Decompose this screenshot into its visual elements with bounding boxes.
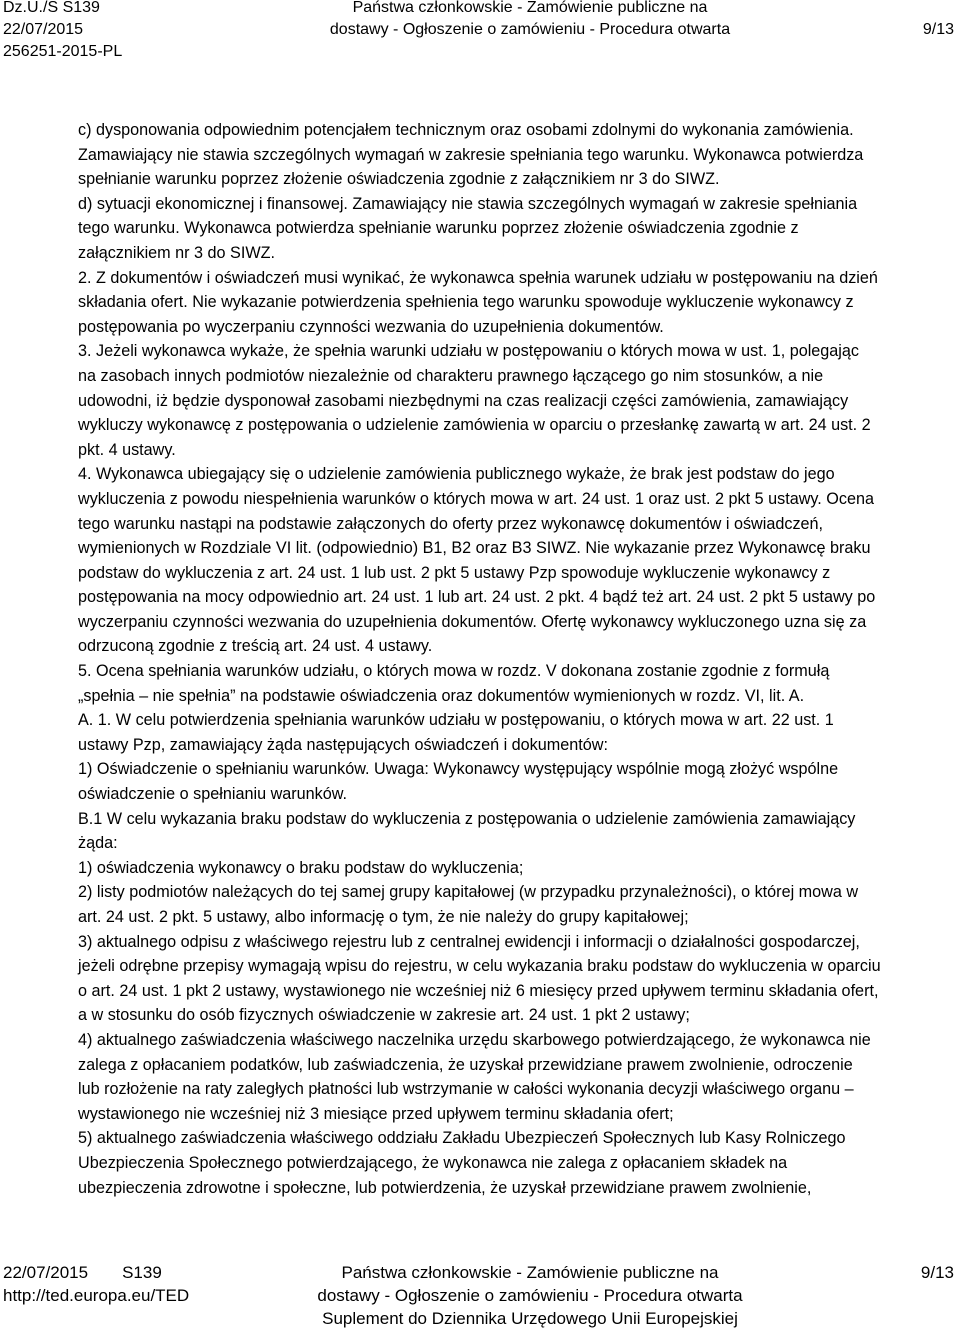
text-line: 1) Oświadczenie o spełnianiu warunków. Uwaga: Wykonawcy występujący wspólnie mogą złożyć wspólne [78, 760, 839, 779]
text-line: a w stosunku do osób fizycznych oświadczenie w zakresie art. 24 ust. 1 pkt 2 ustawy; [78, 1006, 690, 1025]
header-title [300, 0, 760, 41]
text-line: wymienionych w Rozdziale VI lit. (odpowiednio) B1, B2 oraz B3 SIWZ. Nie wykazanie przez Wykonawcę braku [78, 539, 871, 558]
text-line: 2. Z dokumentów i oświadczeń musi wynikać, że wykonawca spełnia warunek udziału w postępowaniu na dzień [78, 268, 878, 287]
footer-supplement: Suplement do Dziennika Urzędowego Unii Europejskiej [322, 1309, 738, 1328]
footer-date: 22/07/2015 [3, 1263, 89, 1282]
text-line: 3. Jeżeli wykonawca wykaże, że spełnia warunki udziału w postępowaniu o których mowa w ust. 1, polegając [78, 342, 859, 361]
text-line: oświadczenie o spełnianiu warunków. [78, 785, 348, 804]
text-line: tego warunku. Wykonawca potwierdza spełnianie warunku poprzez złożenie oświadczenia zgodnie z [78, 219, 799, 238]
text-line: „spełnia – nie spełnia” na podstawie oświadczenia oraz dokumentów wymienionych w rozdz. VI, lit. A. [78, 686, 805, 705]
text-line: pkt. 4 ustawy. [78, 440, 176, 459]
text-line: 2) listy podmiotów należących do tej samej grupy kapitałowej (w przypadku przynależności), o której mowa w [78, 883, 859, 902]
text-line: załącznikiem nr 3 do SIWZ. [78, 243, 276, 262]
text-line: postępowania na mocy odpowiednio art. 24 ust. 1 lub art. 24 ust. 2 pkt. 4 bądź też art. 24 ust. 2 pkt 5 ustawy po [78, 588, 876, 607]
page-footer [0, 1261, 960, 1334]
text-line: na zasobach innych podmiotów niezależnie od charakteru prawnego łączącego go nim stosunków, a nie [78, 366, 824, 385]
text-line: ustawy Pzp, zamawiający żąda następujących oświadczeń i dokumentów: [78, 735, 608, 754]
text-line: wykluczenia z powodu niespełnienia warunków o których mowa w art. 24 ust. 1 oraz ust. 2 pkt 5 ustawy. Ocena [78, 489, 874, 508]
header-notice-number: 256251-2015-PL [3, 43, 123, 60]
footer-reference [3, 1261, 189, 1307]
text-line: 5) aktualnego zaświadczenia właściwego oddziału Zakładu Ubezpieczeń Społecznych lub Kasy Rolniczego [78, 1129, 846, 1148]
text-line: spełnianie warunku poprzez złożenie oświadczenia zgodnie z załącznikiem nr 3 do SIWZ. [78, 170, 720, 189]
footer-title [300, 1261, 760, 1330]
text-line: lub rozłożenie na raty zaległych płatności lub wstrzymanie w całości wykonania decyzji właściwego organu – [78, 1080, 854, 1099]
header-reference [3, 0, 122, 63]
text-line: ubezpieczenia zdrowotne i społeczne, lub potwierdzenia, że uzyskał przewidziane prawem zwolnienie, [78, 1178, 812, 1197]
text-line: B.1 W celu wykazania braku podstaw do wykluczenia z postępowania o udzielenie zamówienia zamawiający [78, 809, 856, 828]
text-line: o art. 24 ust. 1 pkt 2 ustawy, wystawionego nie wcześniej niż 6 miesięcy przed upływem terminu składania ofert, [78, 981, 879, 1000]
text-line: tego warunku nastąpi na podstawie załączonych do oferty przez wykonawcę dokumentów i oświadczeń, [78, 514, 824, 533]
text-line: składania ofert. Nie wykazanie potwierdzenia spełnienia tego warunku spowoduje wykluczenie wykonawcy z [78, 293, 854, 312]
document-body [78, 118, 960, 1200]
text-line: postępowania po wyczerpaniu czynności wezwania do uzupełnienia dokumentów. [78, 317, 664, 336]
header-journal-ref: Dz.U./S S139 [3, 0, 100, 16]
text-line: zalega z opłacaniem podatków, lub zaświadczenia, że uzyskał przewidziane prawem zwolnienie, odroczenie [78, 1055, 853, 1074]
footer-title-line-2: dostawy - Ogłoszenie o zamówieniu - Procedura otwarta [317, 1286, 743, 1305]
text-line: żąda: [78, 834, 118, 853]
text-line: udowodni, iż będzie dysponował zasobami niezbędnymi na czas realizacji części zamówienia, zamawiający [78, 391, 849, 410]
text-line: wykluczy wykonawcę z postępowania o udzielenie zamówienia w oparciu o przesłankę zawartą w art. 24 ust. 2 [78, 416, 871, 435]
text-line: c) dysponowania odpowiednim potencjałem technicznym oraz osobami zdolnymi do wykonania zamówienia. [78, 121, 854, 139]
footer-url: http://ted.europa.eu/TED [3, 1286, 190, 1305]
text-line: 4) aktualnego zaświadczenia właściwego naczelnika urzędu skarbowego potwierdzającego, że wykonawca nie [78, 1030, 871, 1049]
header-title-line-1: Państwa członkowskie - Zamówienie publiczne na [352, 0, 708, 16]
text-line: d) sytuacji ekonomicznej i finansowej. Zamawiający nie stawia szczególnych wymagań w zakresie spełniania [78, 194, 858, 213]
header-date: 22/07/2015 [3, 21, 84, 38]
text-line: odrzuconą zgodnie z treścią art. 24 ust. 4 ustawy. [78, 637, 433, 656]
text-line: Ubezpieczenia Społecznego potwierdzającego, że wykonawca nie zalega z opłacaniem składek na [78, 1153, 788, 1172]
text-line: jeżeli odrębne przepisy wymagają wpisu do rejestru, w celu wykazania braku podstaw do wykluczenia w oparciu [78, 957, 881, 976]
header-title-line-2: dostawy - Ogłoszenie o zamówieniu - Procedura otwarta [329, 21, 731, 38]
footer-page-number: 9/13 [920, 1263, 954, 1282]
text-line: Zamawiający nie stawia szczególnych wymagań w zakresie spełniania tego warunku. Wykonawca potwierdza [78, 145, 864, 164]
text-line: 5. Ocena spełniania warunków udziału, o których mowa w rozdz. V dokonana zostanie zgodnie z formułą [78, 662, 830, 681]
text-line: podstaw do wykluczenia z art. 24 ust. 1 lub ust. 2 pkt 5 ustawy Pzp spowoduje wykluczenie wykonawcy z [78, 563, 831, 582]
footer-issue: S139 [122, 1263, 162, 1282]
text-line: 4. Wykonawca ubiegający się o udzielenie zamówienia publicznego wykaże, że brak jest podstaw do jego [78, 465, 835, 484]
text-line: 3) aktualnego odpisu z właściwego rejestru lub z centralnej ewidencji i informacji o działalności gospodarczej, [78, 932, 860, 951]
text-line: 1) oświadczenia wykonawcy o braku podstaw do wykluczenia; [78, 858, 524, 877]
header-page-number: 9/13 [922, 21, 954, 38]
text-line: A. 1. W celu potwierdzenia spełniania warunków udziału w postępowaniu, o których mowa w art. 22 ust. 1 [78, 711, 834, 730]
page-header [0, 0, 960, 80]
text-line: wystawionego nie wcześniej niż 3 miesiące przed upływem terminu składania ofert; [78, 1104, 674, 1123]
text-line: wyczerpaniu czynności wezwania do uzupełnienia dokumentów. Ofertę wykonawcy wykluczonego uzna się za [78, 612, 867, 631]
text-line: art. 24 ust. 2 pkt. 5 ustawy, albo informację o tym, że nie należy do grupy kapitałowej; [78, 908, 689, 926]
footer-title-line-1: Państwa członkowskie - Zamówienie publiczne na [341, 1263, 719, 1282]
